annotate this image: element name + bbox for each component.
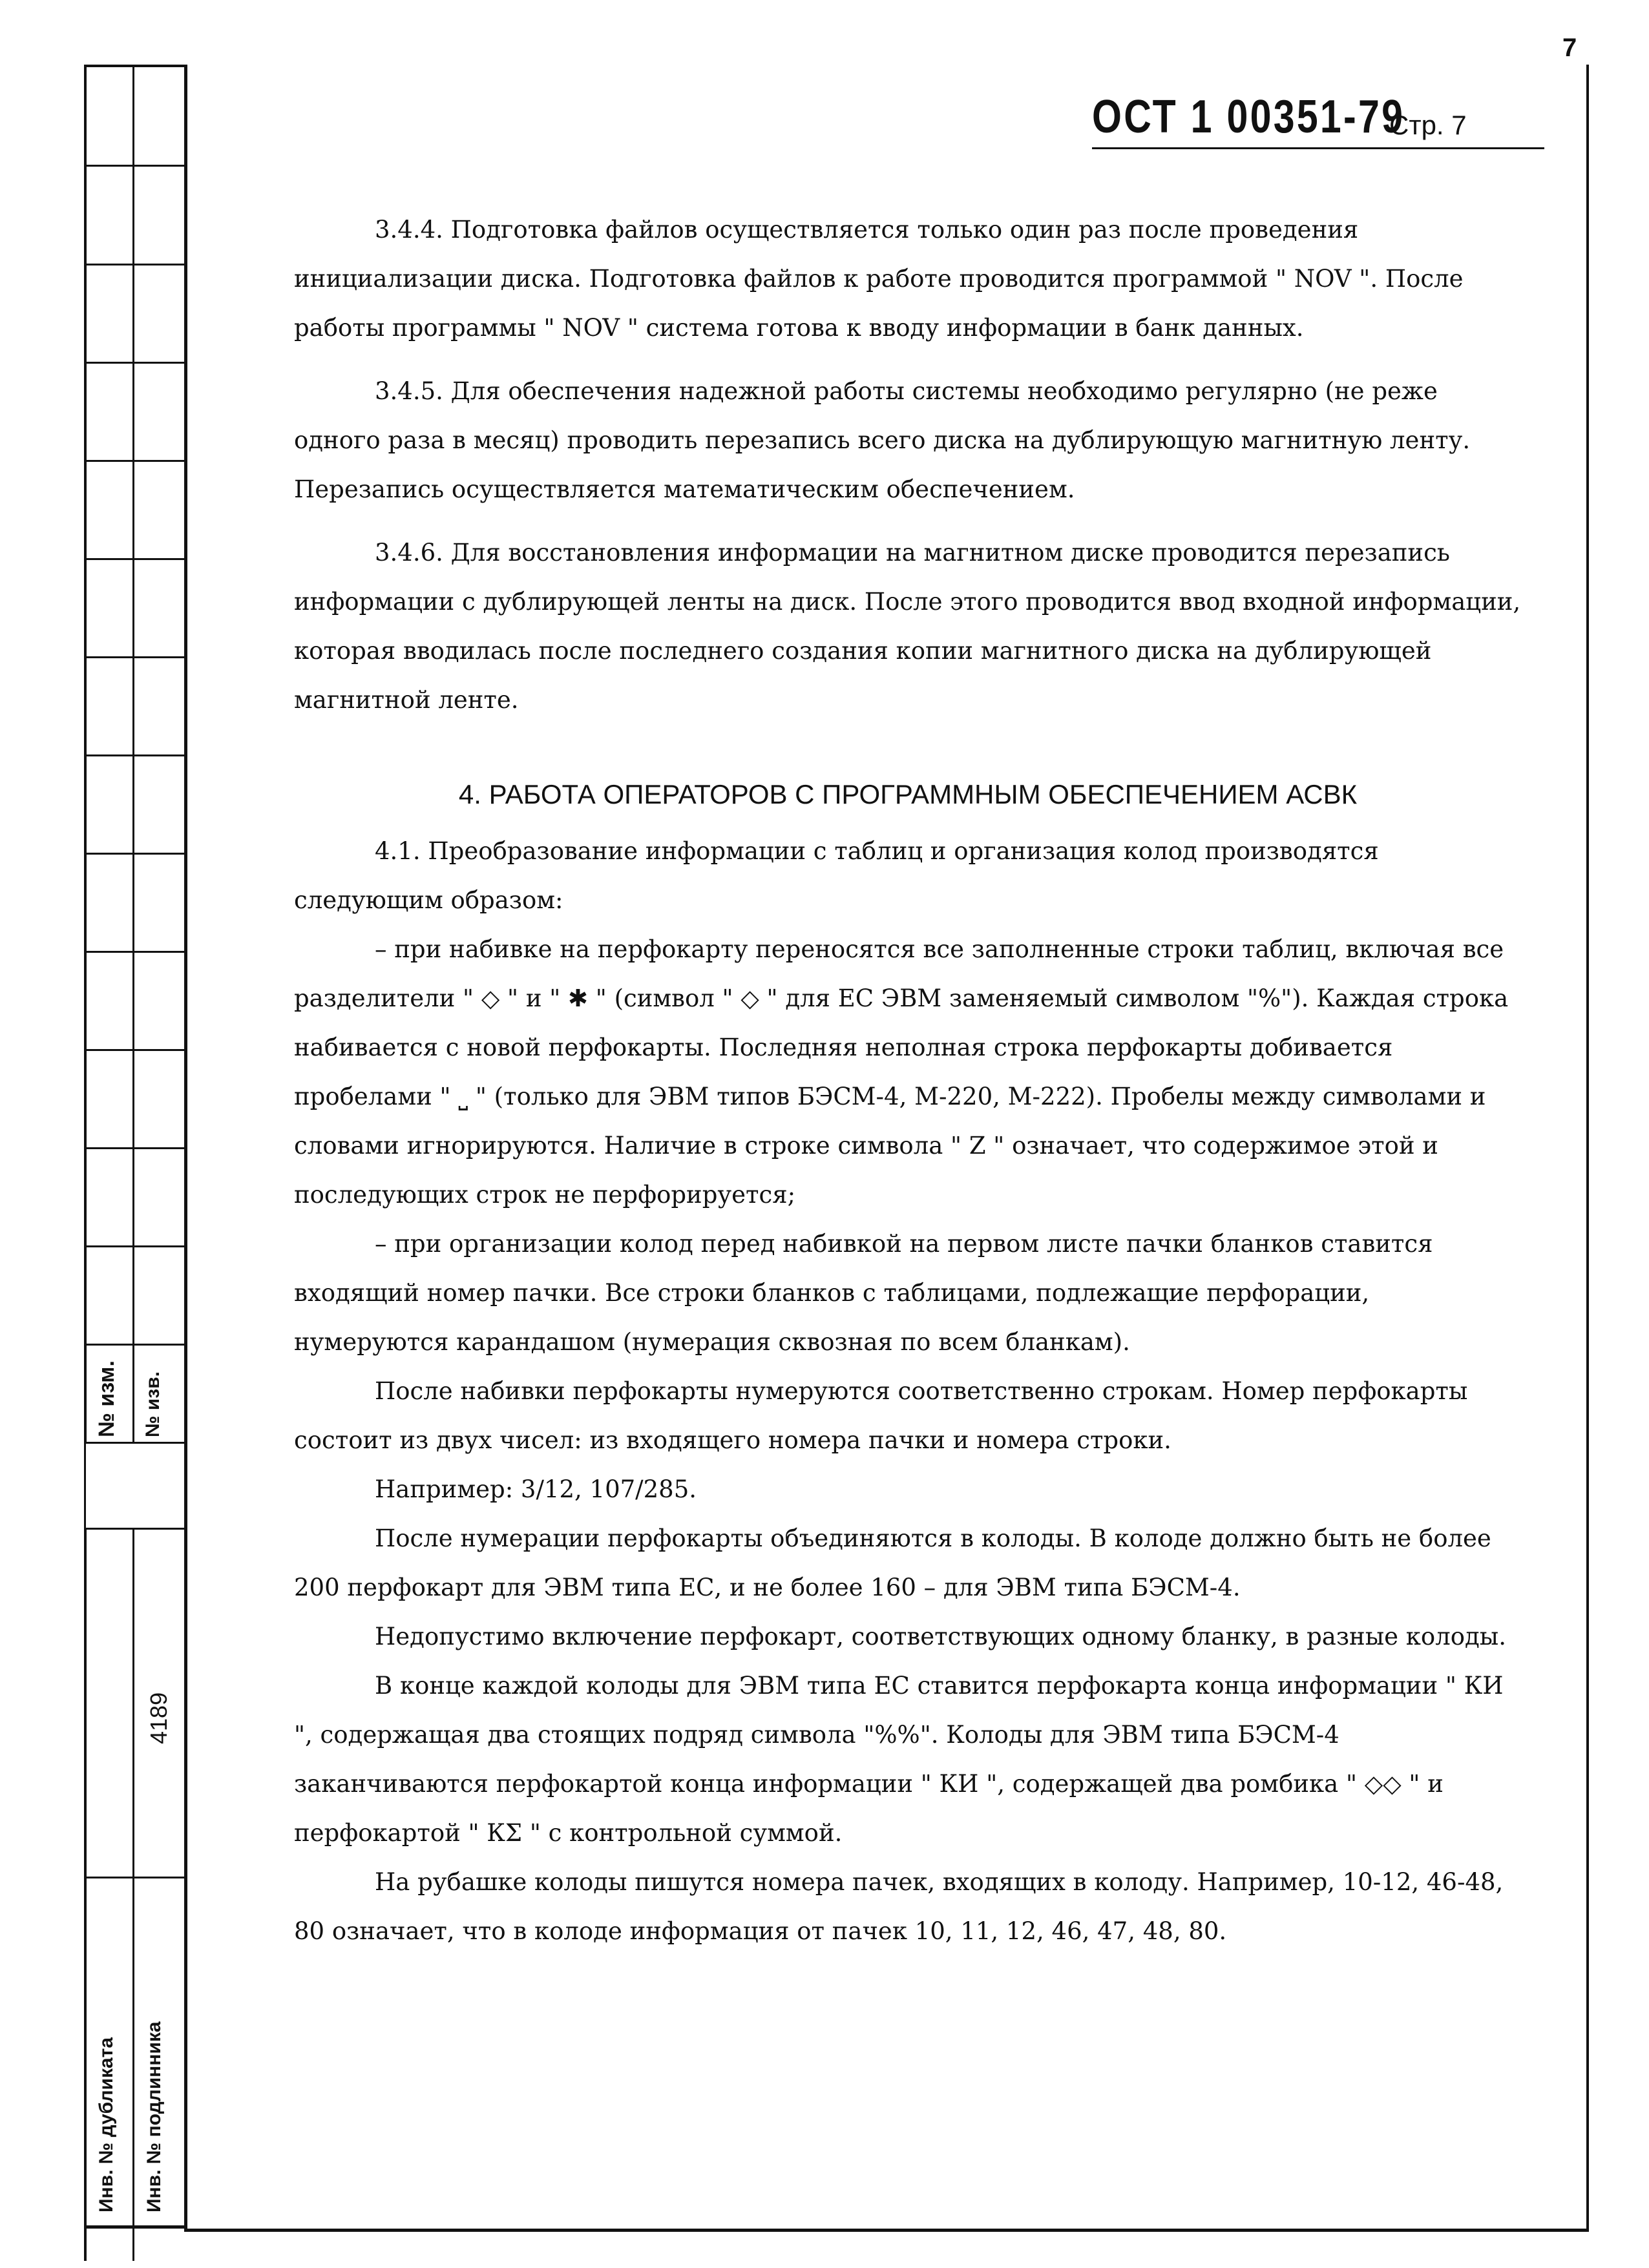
change-number-label: № изм. — [94, 1360, 119, 1437]
paragraph-3-4-4: 3.4.4. Подготовка файлов осуществляется только один раз после проведения инициализации диска. Подготовка файлов к работе проводится программой " NOV ". После работы программы " NOV " система готова к вводу информации в банк данных. — [294, 216, 1464, 342]
paragraph-deck-limits: После нумерации перфокарты объединяются в колоды. В колоде должно быть не более 200 перфокарт для ЭВМ типа ЕС, и не более 160 – для ЭВМ типа БЭСМ-4. — [294, 1524, 1491, 1601]
paragraph-3-4-5: 3.4.5. Для обеспечения надежной работы системы необходимо регулярно (не реже одного раза в месяц) проводить перезапись всего диска на дублирующую магнитную ленту. Перезапись осуществляется математическим обеспечением. — [294, 377, 1471, 503]
paragraph-deck-organization: – при организации колод перед набивкой на первом листе пачки бланков ставится входящий номер пачки. Все строки бланков с таблицами, подлежащие перфорации, нумеруются карандашом (нумерация сквозная по всем бланкам). — [294, 1230, 1433, 1356]
frame-column-line — [132, 65, 134, 2261]
frame-bottom-line — [84, 2225, 187, 2229]
document-header — [1092, 90, 1474, 143]
paragraph-numbering: После набивки перфокарты нумеруются соответственно строкам. Номер перфокарты состоит из двух чисел: из входящего номера пачки и номера строки. — [294, 1377, 1468, 1454]
original-inventory-label: Инв. № подлинника — [143, 2021, 165, 2212]
paragraph-3-4-6: 3.4.6. Для восстановления информации на магнитном диске проводится перезапись информации с дублирующей ленты на диск. После этого проводится ввод входной информации, которая вводилась после последнего создания копии магнитного диска на дублирующей магнитной ленте. — [294, 539, 1521, 714]
document-code: ОСТ 1 00351-79 — [1092, 91, 1405, 143]
inventory-value: 4189 — [145, 1692, 172, 1744]
frame-left-line — [84, 65, 87, 2261]
paragraph-end-card: В конце каждой колоды для ЭВМ типа ЕС ставится перфокарта конца информации " КИ ", содержащая два стоящих подряд символа "%%". Колоды для ЭВМ типа БЭСМ-4 заканчиваются перфокартой конца информации " КИ ", содержащей два ромбика " ◇◇ " и перфокартой " КΣ " с контрольной суммой. — [294, 1672, 1504, 1847]
header-rule — [1092, 147, 1544, 149]
paragraph-4-1: 4.1. Преобразование информации с таблиц и организация колод производятся следующим образом: — [294, 837, 1379, 914]
paragraph-deck-cover: На рубашке колоды пишутся номера пачек, входящих в колоду. Например, 10-12, 46-48, 80 означает, что в колоде информация от пачек 10, 11, 12, 46, 47, 48, 80. — [294, 1868, 1504, 1945]
paragraph-example: Например: 3/12, 107/285. — [375, 1475, 697, 1503]
frame-top-line — [84, 65, 187, 67]
section-title: 4. РАБОТА ОПЕРАТОРОВ С ПРОГРАММНЫМ ОБЕСПЕЧЕНИЕМ АСВК — [458, 779, 1358, 809]
paragraph-not-allowed: Недопустимо включение перфокарт, соответствующих одному бланку, в разные колоды. — [375, 1623, 1506, 1650]
notice-number-label: № изв. — [142, 1371, 163, 1437]
duplicate-inventory-label: Инв. № дубликата — [96, 2037, 117, 2212]
document-page-label: Стр. 7 — [1389, 110, 1467, 140]
paragraph-punching: – при набивке на перфокарту переносятся все заполненные строки таблиц, включая все разделители " ◇ " и " ✱ " (символ " ◇ " для ЕС ЭВМ заменяемый символом "%"). Каждая строка набивается с новой перфокарты. Последняя неполная строка перфокарты добивается пробелами " ⎵ " (только для ЭВМ типов БЭСМ-4, М-220, М-222). Пробелы между символами и словами игнорируются. Наличие в строке символа " Z " означает, что содержимое этой и последующих строк не перфорируется; — [294, 935, 1509, 1209]
page-number: 7 — [1562, 34, 1577, 62]
document-body — [294, 205, 1522, 1956]
